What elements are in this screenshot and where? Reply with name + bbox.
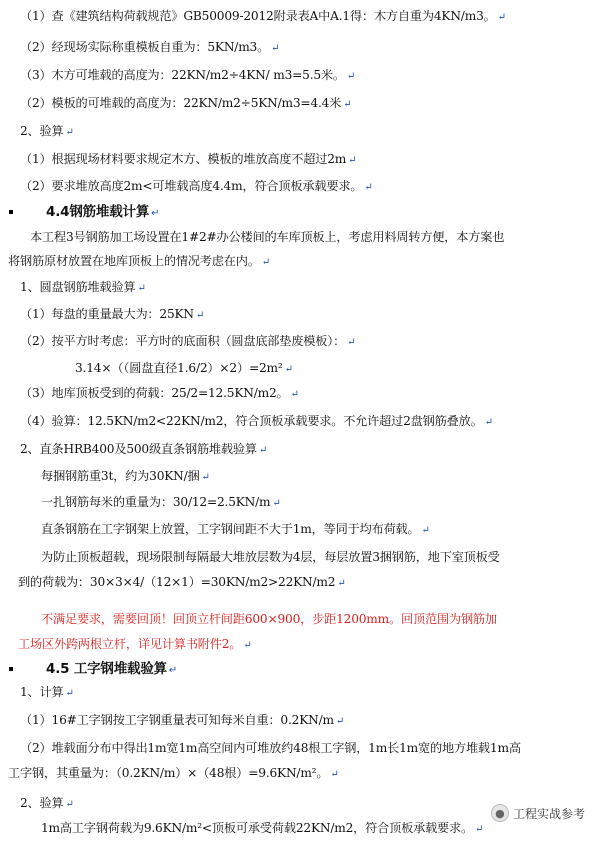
heading-bullet [9, 210, 13, 214]
text-line: （2）经现场实际称重模板自重为：5KN/m3。 ↵ [20, 40, 280, 54]
text-line: （2）模板的可堆载的高度为：22KN/m2÷5KN/m3=4.4米 ↵ [20, 96, 352, 110]
text-line: 2、验算 ↵ [20, 796, 74, 810]
text-line: （3）地库顶板受到的荷载：25/2=12.5KN/m2。 ↵ [20, 386, 299, 400]
formula-line: 3.14×（（圆盘直径1.6/2）×2）=2m² ↵ [75, 361, 293, 375]
text-line: （1）每盘的重量最大为：25KN ↵ [20, 307, 205, 321]
text-line: 2、验算 ↵ [20, 124, 74, 138]
text-line: 为防止顶板超载，现场限制每隔最大堆放层数为4层，每层放置3捆钢筋，地下室顶板受 [41, 550, 500, 564]
text-line: 直条钢筋在工字钢架上放置，工字钢间距不大于1m，等同于均布荷载。 ↵ [41, 522, 430, 536]
text-line: 一扎钢筋每米的重量为：30/12=2.5KN/m ↵ [41, 495, 281, 509]
heading-bullet [9, 667, 13, 671]
wechat-icon: ● [491, 804, 509, 822]
text-line: （1）16#工字钢按工字钢重量表可知每米自重：0.2KN/m ↵ [20, 713, 345, 727]
text-line: （2）要求堆放高度2m<可堆载高度4.4m，符合顶板承载要求。 ↵ [20, 179, 373, 193]
text-line: （3）木方可堆载的高度为：22KN/m2÷4KN/ m3=5.5米。 ↵ [20, 68, 356, 82]
text-line: （4）验算：12.5KN/m2<22KN/m2，符合顶板承载要求。不允许超过2盘钢筋叠放。 ↵ [20, 414, 493, 428]
section-heading: 4.4钢筋堆载计算 ↵ [46, 204, 160, 220]
text-line: （2）按平方时考虑：平方时的底面积（圆盘底部垫废模板）： ↵ [20, 334, 356, 348]
text-line: 1m高工字钢荷载为9.6KN/m²<顶板可承受荷载22KN/m2，符合顶板承载要求。 ↵ [41, 821, 484, 835]
section-heading: 4.5 工字钢堆载验算 ↵ [46, 661, 178, 677]
text-line: 工字钢，其重量为：（0.2KN/m）×（48根）=9.6KN/m²。 ↵ [8, 766, 339, 780]
text-line: 2、直条HRB400及500级直条钢筋堆载验算 ↵ [20, 442, 268, 456]
watermark-text: 工程实战参考 [512, 806, 585, 821]
warning-line: 工场区外跨两根立杆，详见计算书附件2。 ↵ [18, 637, 252, 651]
warning-line: 不满足要求，需要回顶！回顶立杆间距600×900，步距1200mm。回顶范围为钢筋加 [41, 612, 497, 626]
text-line: 将钢筋原材放置在地库顶板上的情况考虑在内。 ↵ [8, 254, 270, 268]
text-line: （1）查《建筑结构荷载规范》GB50009-2012附录表A中A.1得：木方自重为4KN/m3。 ↵ [20, 9, 506, 23]
text-line: （1）根据现场材料要求规定木方、模板的堆放高度不超过2m ↵ [20, 152, 357, 166]
text-line: 1、计算 ↵ [20, 685, 74, 699]
text-line: 本工程3号钢筋加工场设置在1#2#办公楼间的车库顶板上，考虑用料周转方便，本方案也 [30, 230, 505, 244]
text-line: 每捆钢筋重3t，约为30KN/捆 ↵ [41, 469, 210, 483]
text-line: （2）堆载面分布中得出1m宽1m高空间内可堆放约48根工字钢，1m长1m宽的地方堆载1m高 [20, 741, 521, 755]
watermark [491, 804, 585, 822]
text-line: 到的荷载为：30×3×4/（12×1）=30KN/m2>22KN/m2 ↵ [18, 575, 346, 589]
text-line: 1、圆盘钢筋堆载验算 ↵ [20, 280, 146, 294]
